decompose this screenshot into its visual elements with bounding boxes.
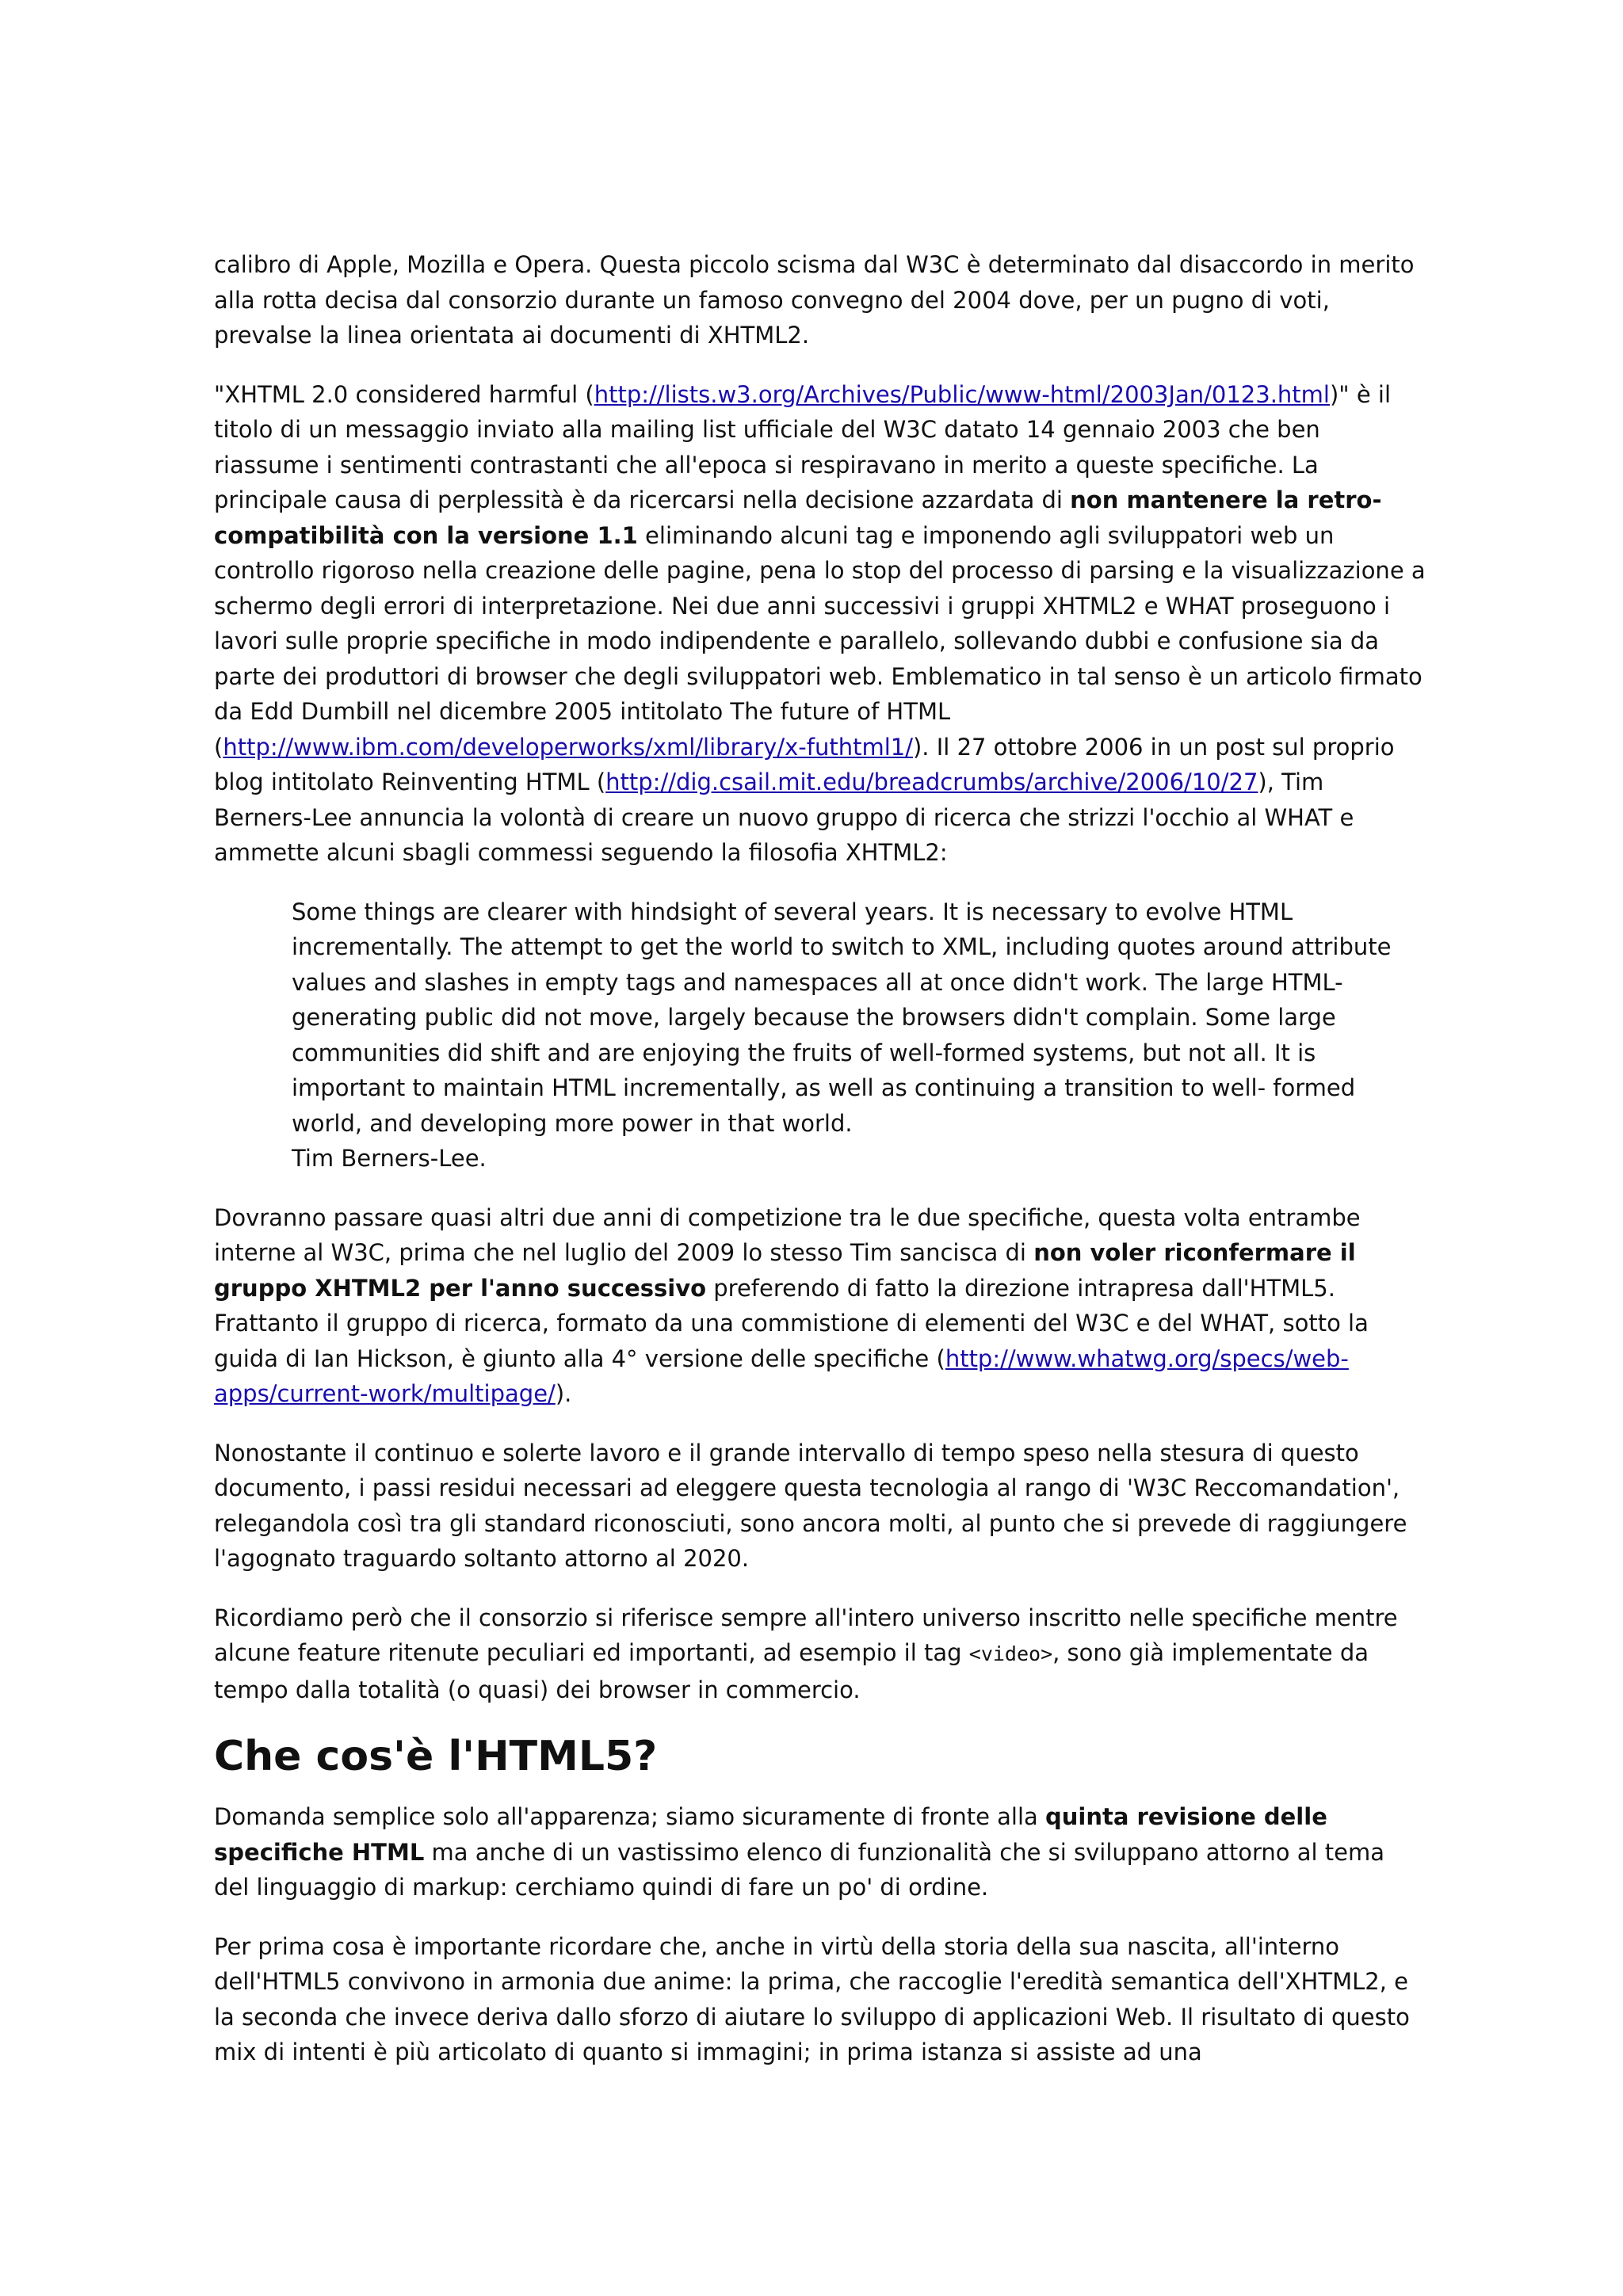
text: Dovranno passare quasi altri due anni di competizione tra le due specifiche, questa volta entrambe interne al W3C, prima che nel luglio del 2009 lo stesso Tim sancisca di — [214, 1203, 1361, 1266]
text: Ricordiamo però che il consorzio si riferisce sempre all'intero universo inscritto nelle specifiche mentre alcune feature ritenute peculiari ed importanti, ad esempio il tag — [214, 1604, 1398, 1666]
paragraph-consorzio — [214, 1600, 1426, 1708]
text: preferendo di fatto la direzione intrapresa dall'HTML5. Frattanto il gruppo di ricerca, formato da una commistione di elementi del W3C e del WHAT, sotto la guida di Ian Hickson, è giunto alla 4° versione delle specifiche ( — [214, 1274, 1369, 1372]
link-w3-archives[interactable]: http://lists.w3.org/Archives/Public/www-html/2003Jan/0123.html — [594, 380, 1330, 408]
link-ibm-futhtml[interactable]: http://www.ibm.com/developerworks/xml/library/x-futhtml1/ — [223, 733, 913, 761]
bold-text: non mantenere la retro-compatibilità con la versione 1.1 — [214, 486, 1382, 549]
text: ). Il 27 ottobre 2006 in un post sul proprio blog intitolato Reinventing HTML ( — [214, 733, 1395, 795]
bold-text: quinta revisione delle specifiche HTML — [214, 1803, 1327, 1866]
text: , sono già implementate da tempo dalla totalità (o quasi) dei browser in commercio. — [214, 1639, 1369, 1703]
text: calibro di Apple, Mozilla e Opera. Questa piccolo scisma dal W3C è determinato dal disaccordo in merito alla rotta decisa dal consorzio durante un famoso convegno del 2004 dove, per un pugno di voti, prevalse la linea orientata ai documenti di XHTML2. — [214, 251, 1415, 349]
text: eliminando alcuni tag e imponendo agli sviluppatori web un controllo rigoroso nella creazione delle pagine, pena lo stop del processo di parsing e la visualizzazione a schermo degli errori di interpretazione. Nei due anni successivi i gruppi XHTML2 e WHAT proseguono i lavori sulle proprie specifiche in modo indipendente e parallelo, sollevando dubbi e confusione sia da parte dei produttori di browser che degli sviluppatori web. Emblematico in tal senso è un articolo firmato da Edd Dumbill nel dicembre 2005 intitolato The future of HTML ( — [214, 521, 1426, 761]
paragraph-scisma — [214, 247, 1426, 353]
quote-text: Some things are clearer with hindsight of several years. It is necessary to evolve HTML incrementally. The attempt to get the world to switch to XML, including quotes around attribute values and slashes in empty tags and namespaces all at once didn't work. The large HTML-generating public did not move, largely because the browsers didn't complain. Some large communities did shift and are enjoying the fruits of well-formed systems, but not all. It is important to maintain HTML incrementally, as well as continuing a transition to well- formed world, and developing more power in that world. — [292, 898, 1392, 1137]
text: ma anche di un vastissimo elenco di funzionalità che si sviluppano attorno al tema del linguaggio di markup: cerchiamo quindi di fare un po' di ordine. — [214, 1838, 1384, 1901]
text: Nonostante il continuo e solerte lavoro e il grande intervallo di tempo speso nella stesura di questo documento, i passi residui necessari ad eleggere questa tecnologia al rango di 'W3C Reccomandation', relegandola così tra gli standard riconosciuti, sono ancora molti, al punto che si prevede di raggiungere l'agognato traguardo soltanto attorno al 2020. — [214, 1439, 1407, 1572]
paragraph-xhtml2-harmful — [214, 377, 1426, 871]
section-heading: Che cos'è l'HTML5? — [214, 1733, 658, 1780]
text: )" è il titolo di un messaggio inviato alla mailing list ufficiale del W3C datato 14 gennaio 2003 che ben riassume i sentimenti contrastanti che all'epoca si respiravano in merito a queste specifiche. La principale causa di perplessità è da ricercarsi nella decisione azzardata di — [214, 380, 1392, 513]
paragraph-due-anime — [214, 1929, 1426, 2070]
bold-text: non voler riconfermare il gruppo XHTML2 per l'anno successivo — [214, 1239, 1356, 1302]
text: "XHTML 2.0 considered harmful ( — [214, 380, 594, 408]
text: Per prima cosa è importante ricordare che, anche in virtù della storia della sua nascita, all'interno dell'HTML5 convivono in armonia due anime: la prima, che raccoglie l'eredità semantica dell'XHTML2, e la seconda che invece deriva dallo sforzo di aiutare lo sviluppo di applicazioni Web. Il risultato di questo mix di intenti è più articolato di quanto si immagini; in prima istanza si assiste ad una — [214, 1932, 1410, 2065]
code-video-tag: <video> — [968, 1642, 1053, 1665]
paragraph-domanda — [214, 1799, 1426, 1905]
text: Domanda semplice solo all'apparenza; siamo sicuramente di fronte alla — [214, 1803, 1046, 1830]
document-page — [214, 247, 1426, 2094]
text: ), Tim Berners-Lee annuncia la volontà di creare un nuovo gruppo di ricerca che strizzi l'occhio al WHAT e ammette alcuni sbagli commessi seguendo la filosofia XHTML2: — [214, 769, 1354, 866]
link-breadcrumbs-blog[interactable]: http://dig.csail.mit.edu/breadcrumbs/archive/2006/10/27 — [605, 769, 1258, 795]
text: ). — [555, 1380, 572, 1407]
quote-berners-lee — [292, 894, 1426, 1177]
paragraph-competizione — [214, 1200, 1426, 1412]
link-whatwg-specs[interactable]: http://www.whatwg.org/specs/web-apps/current-work/multipage/ — [214, 1344, 1349, 1407]
paragraph-reccomandation — [214, 1436, 1426, 1577]
quote-author: Tim Berners-Lee. — [292, 1145, 487, 1172]
